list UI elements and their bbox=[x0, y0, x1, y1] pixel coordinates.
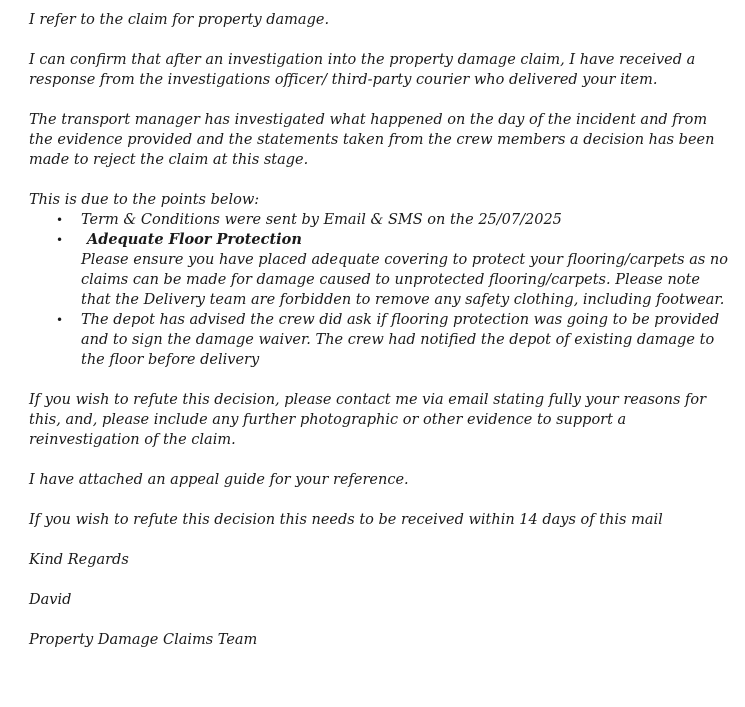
deadline-paragraph: If you wish to refute this decision this needs to be received within 14 days of this mail bbox=[29, 512, 663, 528]
bullet-icon: • bbox=[56, 313, 64, 327]
bullet-icon: • bbox=[56, 213, 64, 227]
list-item bbox=[29, 230, 729, 310]
closing-line: Kind Regards bbox=[29, 552, 129, 568]
bullet-depot-text: The depot has advised the crew did ask if flooring protection was going to be provided and to sign the damage waiver. The crew had notified the depot of existing damage to the floor before delivery bbox=[81, 312, 720, 368]
bullet-floor-protection-body: Please ensure you have placed adequate covering to protect your flooring/carpets as no claims can be made for damage caused to unprotected flooring/carpets. Please note that the Delivery team are forbidden to remove any safety clothing, including footwear. bbox=[81, 252, 728, 308]
bullet-terms-text: Term & Conditions were sent by Email & SMS on the 25/07/2025 bbox=[81, 212, 562, 228]
team-name: Property Damage Claims Team bbox=[29, 632, 258, 648]
appeal-guide-paragraph: I have attached an appeal guide for your reference. bbox=[29, 472, 409, 488]
decision-paragraph: The transport manager has investigated what happened on the day of the incident and from the evidence provided and the statements taken from the crew members a decision has been made to reject the claim at this stage. bbox=[29, 112, 715, 168]
reasons-list bbox=[29, 210, 729, 370]
investigation-paragraph: I can confirm that after an investigation into the property damage claim, I have received a response from the investigations officer/ third-party courier who delivered your item. bbox=[29, 52, 696, 88]
list-item bbox=[29, 210, 729, 230]
bullet-floor-protection-title: Adequate Floor Protection bbox=[87, 231, 302, 248]
letter-body bbox=[29, 10, 729, 670]
list-item bbox=[29, 310, 729, 370]
bullet-icon: • bbox=[56, 233, 64, 247]
intro-paragraph: I refer to the claim for property damage. bbox=[29, 12, 330, 28]
refute-paragraph: If you wish to refute this decision, please contact me via email stating fully your reasons for this, and, please include any further photographic or other evidence to support a reinvestigation of the claim. bbox=[29, 392, 707, 448]
signature-name: David bbox=[29, 592, 72, 608]
points-intro: This is due to the points below: bbox=[29, 192, 260, 208]
